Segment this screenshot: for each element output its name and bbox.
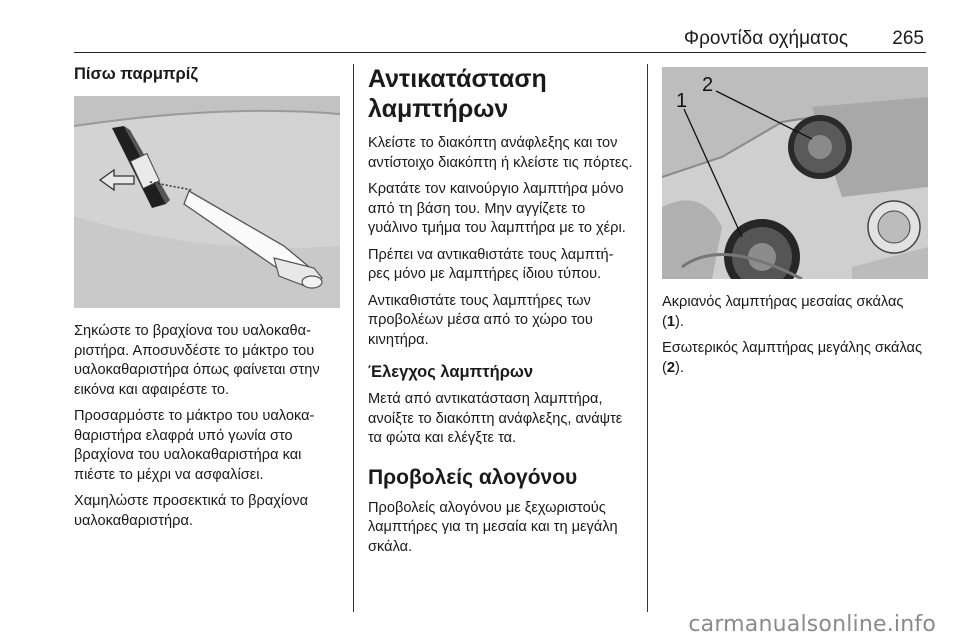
page-number: 265	[892, 28, 924, 49]
section-heading: Πίσω παρμπρίζ	[74, 65, 198, 83]
column-rear-wiper	[74, 64, 340, 538]
section-heading: Αντικατάσταση λαμπτήρων	[368, 65, 547, 123]
engine-bay-illustration	[662, 67, 928, 279]
wiper-blade-illustration	[74, 96, 340, 308]
column-divider	[647, 64, 648, 612]
paragraph: Κλείστε το διακόπτη ανάφλεξης και τον αντίστοιχο διακόπτη ή κλείστε τις πόρτες.	[368, 135, 633, 171]
subsection-heading: Προβολείς αλογόνου	[368, 465, 578, 489]
callout-label-1: 1	[676, 90, 688, 112]
paragraph: Χαμηλώστε προσεκτικά το βραχίονα υαλοκαθαριστήρα.	[74, 493, 309, 529]
paragraph: Σηκώστε το βραχίονα του υαλοκαθα-ριστήρα. Αποσυνδέστε το μάκτρο του υαλοκαθαριστήρα όπως φαίνεται στην εικόνα και αφαιρέστε το.	[74, 323, 320, 398]
paragraph: Πρέπει να αντικαθιστάτε τους λαμπτή-ρες μόνο με λαμπτήρες ίδιου τύπου.	[368, 246, 614, 282]
callout-label-2: 2	[702, 74, 714, 96]
column-halogen-figure	[662, 64, 928, 385]
chapter-title: Φροντίδα οχήματος	[683, 28, 848, 49]
paragraph: Προβολείς αλογόνου με ξεχωριστούς λαμπτήρες για τη μεσαία και τη μεγάλη σκάλα.	[368, 499, 618, 555]
page-header	[74, 26, 926, 53]
column-divider	[353, 64, 354, 612]
paragraph: Μετά από αντικατάσταση λαμπτήρα, ανοίξτε το διακόπτη ανάφλεξης, ανάψτε τα φώτα και ελέγξτε τα.	[368, 391, 623, 446]
paragraph: Αντικαθιστάτε τους λαμπτήρες των προβολέων μέσα από το χώρο του κινητήρα.	[368, 292, 593, 348]
column-bulb-replacement	[368, 64, 634, 564]
paragraph: Κρατάτε τον καινούργιο λαμπτήρα μόνο από τη βάση του. Μην αγγίζετε το γυάλινο τμήμα του λαμπτήρα με το χέρι.	[368, 181, 626, 236]
caption-low-beam: Ακριανός λαμπτήρας μεσαίας σκάλας (1).	[662, 294, 904, 330]
subsection-heading: Έλεγχος λαμπτήρων	[368, 363, 534, 381]
caption-high-beam: Εσωτερικός λαμπτήρας μεγάλης σκάλας (2).	[662, 340, 923, 376]
watermark: carmanualsonline.info	[688, 612, 936, 637]
paragraph: Προσαρμόστε το μάκτρο του υαλοκα-θαριστήρα ελαφρά υπό γωνία στο βραχίονα του υαλοκαθαριστήρα και πιέστε το μέχρι να ασφαλίσει.	[74, 408, 315, 483]
